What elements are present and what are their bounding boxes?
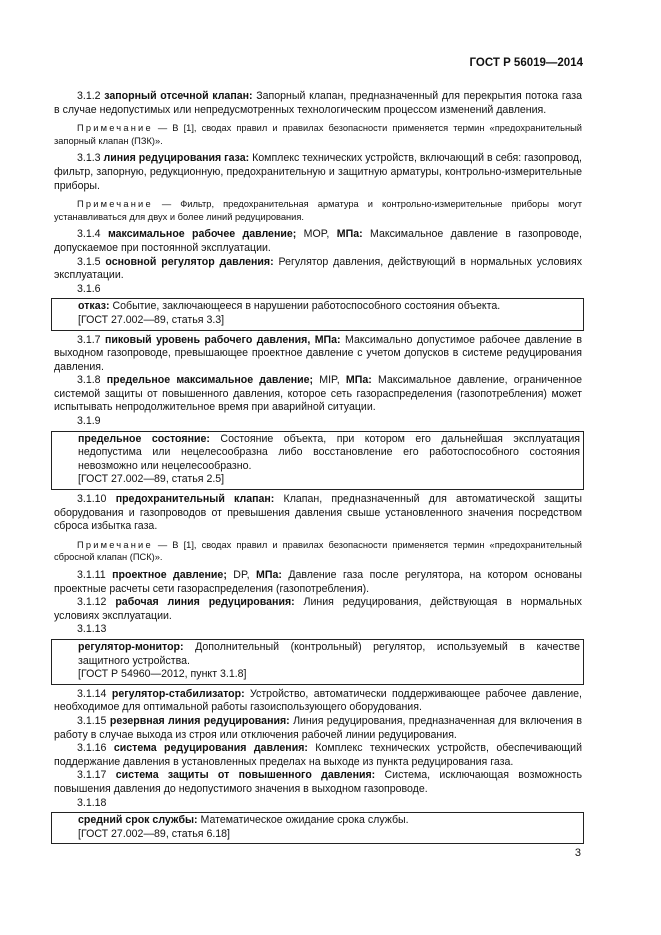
term-3-1-17: 3.1.17 система защиты от повышенного давления: Система, исключающая возможность повышения давления до недопустимого значения в выходном газопроводе. <box>54 769 582 795</box>
term-3-1-6: отказ: Событие, заключающееся в нарушении работоспособного состояния объекта. <box>78 300 501 313</box>
term-3-1-8: 3.1.8 предельное максимальное давление; MIP, МПа: Максимальное давление, ограниченное системой защиты от повышенного давления, которое сеть газораспределения (газопотребления) может испытывать непродолжительное время при аварийной ситуации. <box>54 374 582 414</box>
term-3-1-9-source: [ГОСТ 27.002—89, статья 2.5] <box>78 473 225 486</box>
term-3-1-4: 3.1.4 максимальное рабочее давление; MOP, МПа: Максимальное давление в газопроводе, допускаемое при постоянной эксплуатации. <box>54 228 582 254</box>
term-3-1-18-number: 3.1.18 <box>77 796 107 809</box>
term-3-1-9: предельное состояние: Состояние объекта, при котором его дальнейшая эксплуатация недопустима или нецелесообразна либо восстановление его работоспособного состояния невозможно или нецелесообразно. <box>78 432 580 472</box>
term-3-1-16: 3.1.16 система редуцирования давления: Комплекс технических устройств, обеспечивающий поддержание давления в установленных пределах на выходе из пункта редуцирования газа. <box>54 742 582 768</box>
document-header: ГОСТ Р 56019—2014 <box>469 57 583 69</box>
term-3-1-14: 3.1.14 регулятор-стабилизатор: Устройство, автоматически поддерживающее рабочее давление, необходимое для оптимальной работы газоиспользующего оборудования. <box>54 687 582 714</box>
term-3-1-6-number: 3.1.6 <box>77 282 101 295</box>
term-3-1-5: 3.1.5 основной регулятор давления: Регулятор давления, действующий в нормальных условиях эксплуатации. <box>54 255 582 282</box>
term-3-1-18: средний срок службы: Математическое ожидание срока службы. <box>78 814 409 827</box>
term-3-1-18-box <box>51 812 584 844</box>
term-3-1-10: 3.1.10 предохранительный клапан: Клапан, предназначенный для автоматической защиты оборудования и газопроводов от превышения давления свыше установленного значения посредством сброса избытка газа. <box>54 493 582 533</box>
term-3-1-7: 3.1.7 пиковый уровень рабочего давления, МПа: Максимально допустимое рабочее давление в выходном газопроводе, превышающее проектное давление с учетом допусков в системе редуцирования давления. <box>54 333 582 373</box>
note-3-1-3: Примечание — Фильтр, предохранительная арматура и контрольно-измерительные приборы могут устанавливаться для двух и более линий редуцирования. <box>54 199 582 222</box>
term-3-1-6-box <box>51 298 584 330</box>
term-3-1-9-box <box>51 431 584 490</box>
term-3-1-13-box <box>51 639 584 685</box>
term-3-1-13-source: [ГОСТ Р 54960—2012, пункт 3.1.8] <box>78 668 247 681</box>
page-number: 3 <box>574 847 581 859</box>
term-3-1-13: регулятор-монитор: Дополнительный (контрольный) регулятор, используемый в качестве защитного устройства. <box>78 640 580 667</box>
term-3-1-6-source: [ГОСТ 27.002—89, статья 3.3] <box>78 313 225 326</box>
term-3-1-12: 3.1.12 рабочая линия редуцирования: Линия редуцирования, действующая в нормальных условиях эксплуатации. <box>54 596 582 622</box>
note-3-1-10: Примечание — В [1], сводах правил и правилах безопасности применяется термин «предохранительный сбросной клапан (ПСК)». <box>54 539 582 563</box>
term-3-1-13-number: 3.1.13 <box>77 623 107 636</box>
document-body <box>54 90 582 847</box>
term-3-1-15: 3.1.15 резервная линия редуцирования: Линия редуцирования, предназначенная для включения в работу в случае выхода из строя или отключения рабочей линии редуцирования. <box>54 714 582 741</box>
term-3-1-2: 3.1.2 запорный отсечной клапан: Запорный клапан, предназначенный для перекрытия потока газа в случае недопустимых или непредусмотренных технологическим процессом изменений давления. <box>54 90 583 116</box>
note-3-1-2: Примечание — В [1], сводах правил и правилах безопасности применяется термин «предохранительный запорный клапан (ПЗК)». <box>54 123 582 146</box>
term-3-1-3: 3.1.3 линия редуцирования газа: Комплекс технических устройств, включающий в себя: газопровод, фильтр, запорную, редукционную, предохранительную и защитную арматуры, контрольно-измерительные приборы. <box>54 152 582 192</box>
term-3-1-9-number: 3.1.9 <box>77 415 101 428</box>
term-3-1-11: 3.1.11 проектное давление; DP, МПа: Давление газа после регулятора, на котором основаны проектные расчеты сети газораспределения (газопотребления). <box>54 569 582 595</box>
term-3-1-18-source: [ГОСТ 27.002—89, статья 6.18] <box>78 827 231 840</box>
